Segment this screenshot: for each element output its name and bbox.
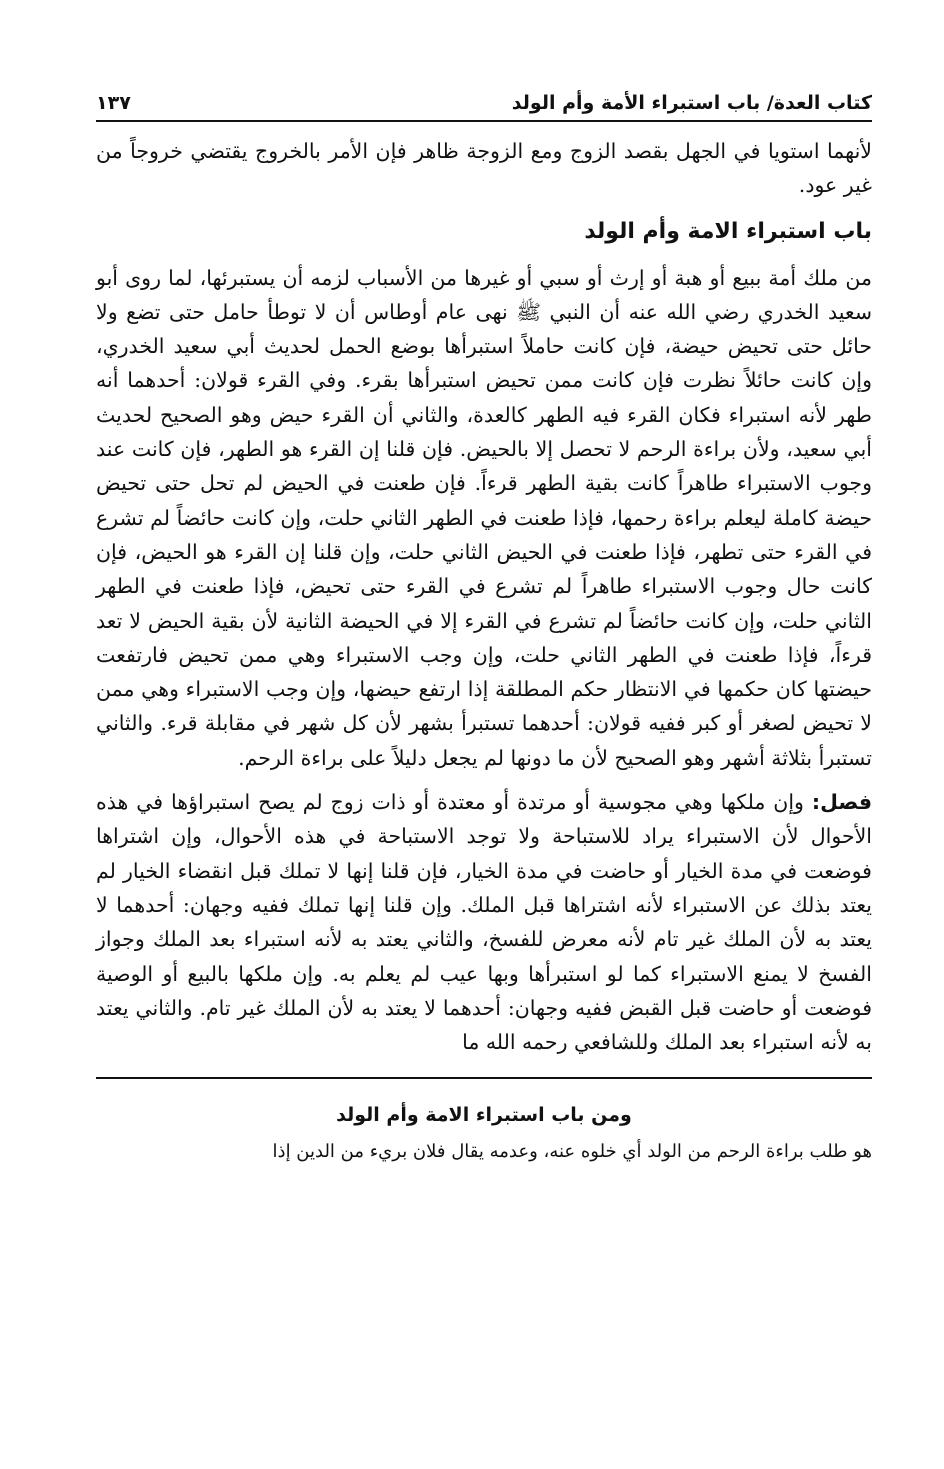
- paragraph-2: [96, 785, 872, 1059]
- fasl-label: فصل:: [811, 790, 872, 815]
- paragraph-2-text: وإن ملكها وهي مجوسية أو مرتدة أو معتدة أو ذات زوج لم يصح استبراؤها في هذه الأحوال لأن الاستبراء يراد للاستباحة ولا توجد الاستباحة في هذه الأحوال، وإن اشتراها فوضعت في مدة الخيار أو حاضت في مدة الخيار، فإن قلنا إنها لا تملك قبل انقضاء الخيار لم يعتد بذلك عن الاستبراء لأنه اشتراها قبل الملك. وإن قلنا إنها تملك ففيه وجهان: أحدهما لا يعتد به لأن الملك غير تام لأنه معرض للفسخ، والثاني يعتد به لأنه استبراء بعد الملك وجواز الفسخ لا يمنع الاستبراء كما لو استبرأها وبها عيب لم يعلم به. وإن ملكها بالبيع أو الوصية فوضعت أو حاضت قبل القبض ففيه وجهان: أحدهما لا يعتد به لأن الملك غير تام. والثاني يعتد به لأنه استبراء بعد الملك وللشافعي رحمه الله ما: [96, 790, 872, 1055]
- continuation-paragraph: لأنهما استويا في الجهل بقصد الزوج ومع الزوجة ظاهر فإن الأمر بالخروج يقتضي خروجاً من غير عود.: [96, 139, 872, 198]
- paragraph-1: من ملك أمة ببيع أو هبة أو إرث أو سبي أو غيرها من الأسباب لزمه أن يستبرئها، لما روى أبو سعيد الخدري رضي الله عنه أن النبي ﷺ نهى عام أوطاس أن لا توطأ حامل حتى تضع ولا حائل حتى تحيض حيضة، فإن كانت حاملاً استبرأها بوضع الحمل لحديث أبي سعيد الخدري، وإن كانت حائلاً نظرت فإن كانت ممن تحيض استبرأها بقرء. وفي القرء قولان: أحدهما أنه طهر لأنه استبراء فكان القرء فيه الطهر كالعدة، والثاني أن القرء حيض وهو الصحيح لحديث أبي سعيد، ولأن براءة الرحم لا تحصل إلا بالحيض. فإن قلنا إن القرء هو الطهر، فإن كانت عند وجوب الاستبراء طاهراً كانت بقية الطهر قرءاً. فإن طعنت في الحيض لم تحل حتى تحيض حيضة كاملة ليعلم براءة رحمها، فإذا طعنت في الطهر الثاني حلت، وإن كانت حائضاً لم تشرع في القرء حتى تطهر، فإذا طعنت في الحيض الثاني حلت، وإن قلنا إن القرء هو الحيض، فإن كانت حال وجوب الاستبراء طاهراً لم تشرع في القرء حتى تحيض، فإذا طعنت في الطهر الثاني حلت، وإن كانت حائضاً لم تشرع في القرء إلا في الحيضة الثانية لأن بقية الحيض لا تعد قرءاً، فإذا طعنت في الطهر الثاني حلت، وإن وجب الاستبراء وهي ممن تحيض فارتفعت حيضتها كان حكمها في الانتظار حكم المطلقة إذا ارتفع حيضها، وإن وجب الاستبراء وهي ممن لا تحيض لصغر أو كبر ففيه قولان: أحدهما تستبرأ بشهر لأن كل شهر في مقابلة قرء. والثاني تستبرأ بثلاثة أشهر وهو الصحيح لأن ما دونها لم يجعل دليلاً على براءة الرحم.: [96, 265, 872, 770]
- footnote-title: ومن باب استبراء الامة وأم الولد: [336, 1104, 632, 1127]
- main-text: [96, 134, 872, 1059]
- running-title: كتاب العدة/ باب استبراء الأمة وأم الولد: [511, 92, 872, 114]
- footnote-separator: [96, 1077, 872, 1079]
- section-title: باب استبراء الامة وأم الولد: [584, 218, 872, 244]
- page: [96, 80, 872, 1167]
- page-number: ١٣٧: [96, 92, 131, 114]
- running-header: [96, 80, 872, 122]
- footnote-text: هو طلب براءة الرحم من الولد أي خلوه عنه، وعدمه يقال فلان بريء من الدين إذا: [272, 1141, 872, 1163]
